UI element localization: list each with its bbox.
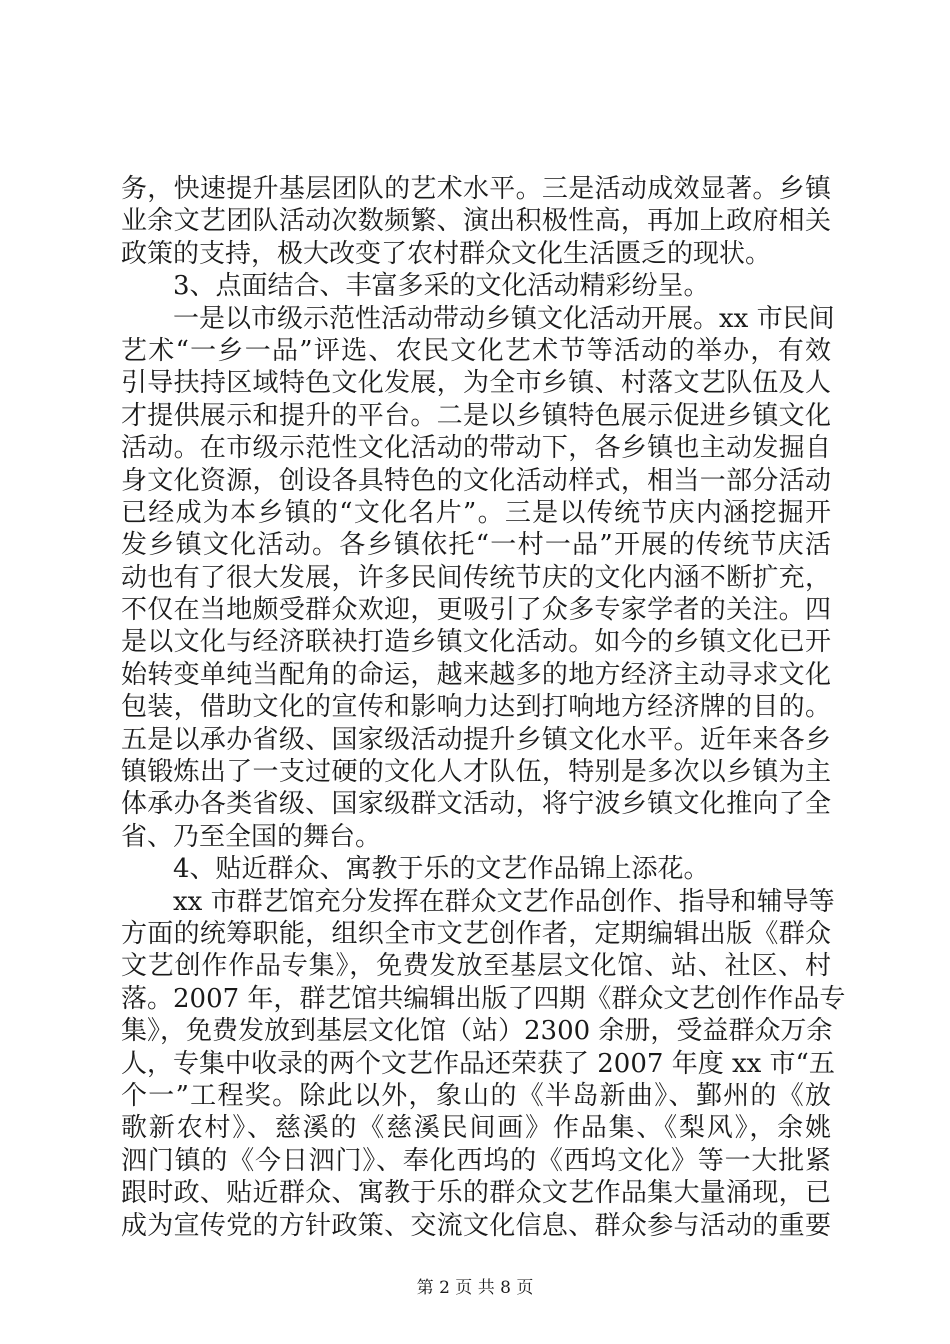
text-line: 镇锻炼出了一支过硬的文化人才队伍，特别是多次以乡镇为主	[121, 757, 831, 788]
text-line: 动也有了很大发展，许多民间传统节庆的文化内涵不断扩充，	[121, 562, 831, 593]
text-line: xx 市群艺馆充分发挥在群众文艺作品创作、指导和辅导等	[173, 886, 835, 917]
text-line: 省、乃至全国的舞台。	[121, 821, 382, 852]
text-line: 成为宣传党的方针政策、交流文化信息、群众参与活动的重要	[121, 1210, 831, 1241]
text-line: 已经成为本乡镇的“文化名片”。三是以传统节庆内涵挖掘开	[121, 497, 831, 528]
text-line: 泗门镇的《今日泗门》、奉化西坞的《西坞文化》等一大批紧	[121, 1145, 831, 1176]
text-line: 集》，免费发放到基层文化馆（站）2300 余册，受益群众万余	[121, 1016, 833, 1047]
text-line: 发乡镇文化活动。各乡镇依托“一村一品”开展的传统节庆活	[121, 530, 831, 561]
text-line: 一是以市级示范性活动带动乡镇文化活动开展。xx 市民间	[173, 303, 835, 334]
text-line: 跟时政、贴近群众、寓教于乐的群众文艺作品集大量涌现，已	[121, 1178, 831, 1209]
text-line: 是以文化与经济联袂打造乡镇文化活动。如今的乡镇文化已开	[121, 627, 831, 658]
text-line: 人，专集中收录的两个文艺作品还荣获了 2007 年度 xx 市“五	[121, 1048, 835, 1079]
text-line: 歌新农村》、慈溪的《慈溪民间画》作品集、《梨风》，余姚	[121, 1113, 831, 1144]
text-line: 五是以承办省级、国家级活动提升乡镇文化水平。近年来各乡	[121, 724, 831, 755]
text-line: 落。2007 年，群艺馆共编辑出版了四期《群众文艺创作作品专	[121, 983, 846, 1014]
text-line: 始转变单纯当配角的命运，越来越多的地方经济主动寻求文化	[121, 659, 831, 690]
text-line: 业余文艺团队活动次数频繁、演出积极性高，再加上政府相关	[121, 206, 831, 237]
text-line: 才提供展示和提升的平台。二是以乡镇特色展示促进乡镇文化	[121, 400, 831, 431]
text-line: 方面的统筹职能，组织全市文艺创作者，定期编辑出版《群众	[121, 918, 831, 949]
text-line: 个一”工程奖。除此以外，象山的《半岛新曲》、鄞州的《放	[121, 1080, 831, 1111]
page-number-label: 第 2 页 共 8 页	[416, 1278, 534, 1298]
text-line: 活动。在市级示范性文化活动的带动下，各乡镇也主动发掘自	[121, 433, 831, 464]
page-footer	[0, 1273, 950, 1298]
text-line: 包装，借助文化的宣传和影响力达到打响地方经济牌的目的。	[121, 692, 831, 723]
text-line: 艺术“一乡一品”评选、农民文化艺术节等活动的举办，有效	[121, 335, 831, 366]
text-line: 文艺创作作品专集》，免费发放至基层文化馆、站、社区、村	[121, 951, 831, 982]
body-text	[121, 173, 846, 1242]
text-line: 不仅在当地颇受群众欢迎，更吸引了众多专家学者的关注。四	[121, 595, 831, 626]
text-line: 3、点面结合、丰富多采的文化活动精彩纷呈。	[173, 271, 710, 302]
text-line: 引导扶持区域特色文化发展，为全市乡镇、村落文艺队伍及人	[121, 368, 831, 399]
text-line: 4、贴近群众、寓教于乐的文艺作品锦上添花。	[173, 854, 710, 885]
text-line: 体承办各类省级、国家级群文活动，将宁波乡镇文化推向了全	[121, 789, 831, 820]
text-line: 身文化资源，创设各具特色的文化活动样式，相当一部分活动	[121, 465, 831, 496]
text-line: 政策的支持，极大改变了农村群众文化生活匮乏的现状。	[121, 238, 772, 269]
text-line: 务，快速提升基层团队的艺术水平。三是活动成效显著。乡镇	[121, 174, 831, 204]
